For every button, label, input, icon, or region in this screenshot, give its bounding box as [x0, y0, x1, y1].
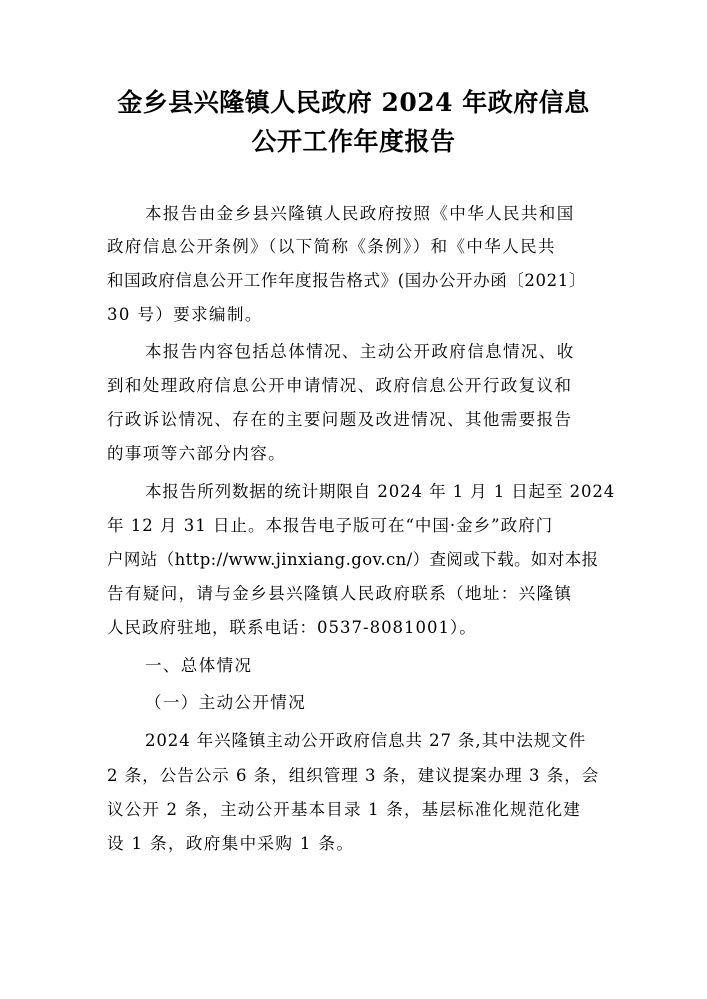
paragraph-1-line-1: 本报告由金乡县兴隆镇人民政府按照《中华人民共和国	[145, 204, 575, 223]
section-heading: 一、总体情况	[145, 656, 253, 675]
paragraph-3-line-3: 户网站（http://www.jinxiang.gov.cn/）查阅或下载。如对本报	[107, 550, 599, 569]
section-1-line-2: 2 条，公告公示 6 条，组织管理 3 条，建议提案办理 3 条，会	[107, 766, 600, 785]
paragraph-1-line-3: 和国政府信息公开工作年度报告格式》(国办公开办函〔2021〕	[107, 271, 586, 290]
paragraph-2-line-2: 到和处理政府信息公开申请情况、政府信息公开行政复议和	[107, 376, 573, 395]
document-title-line-1: 金乡县兴隆镇人民政府 2024 年政府信息	[117, 88, 590, 117]
paragraph-2-line-4: 的事项等六部分内容。	[107, 444, 286, 463]
paragraph-2-line-1: 本报告内容包括总体情况、主动公开政府信息情况、收	[145, 342, 575, 361]
paragraph-3-line-1: 本报告所列数据的统计期限自 2024 年 1 月 1 日起至 2024	[145, 482, 616, 501]
paragraph-3-line-2: 年 12 月 31 日止。本报告电子版可在“中国·金乡”政府门	[107, 516, 554, 535]
section-1-line-1: 2024 年兴隆镇主动公开政府信息共 27 条,其中法规文件	[145, 731, 586, 750]
paragraph-2-line-3: 行政诉讼情况、存在的主要问题及改进情况、其他需要报告	[107, 410, 573, 429]
paragraph-3-line-5: 人民政府驻地，联系电话：0537-8081001）。	[107, 618, 477, 637]
paragraph-1-line-2: 政府信息公开条例》（以下简称《条例》）和《中华人民共	[107, 237, 556, 256]
paragraph-1-line-4: 30 号）要求编制。	[107, 305, 263, 324]
paragraph-3-line-4: 告有疑问，请与金乡县兴隆镇人民政府联系（地址：兴隆镇	[107, 584, 573, 603]
section-1-line-3: 议公开 2 条，主动公开基本目录 1 条，基层标准化规范化建	[107, 800, 581, 819]
section-1-line-4: 设 1 条，政府集中采购 1 条。	[107, 834, 355, 853]
section-subheading: （一）主动公开情况	[145, 693, 307, 712]
document-title-line-2: 公开工作年度报告	[251, 127, 456, 156]
